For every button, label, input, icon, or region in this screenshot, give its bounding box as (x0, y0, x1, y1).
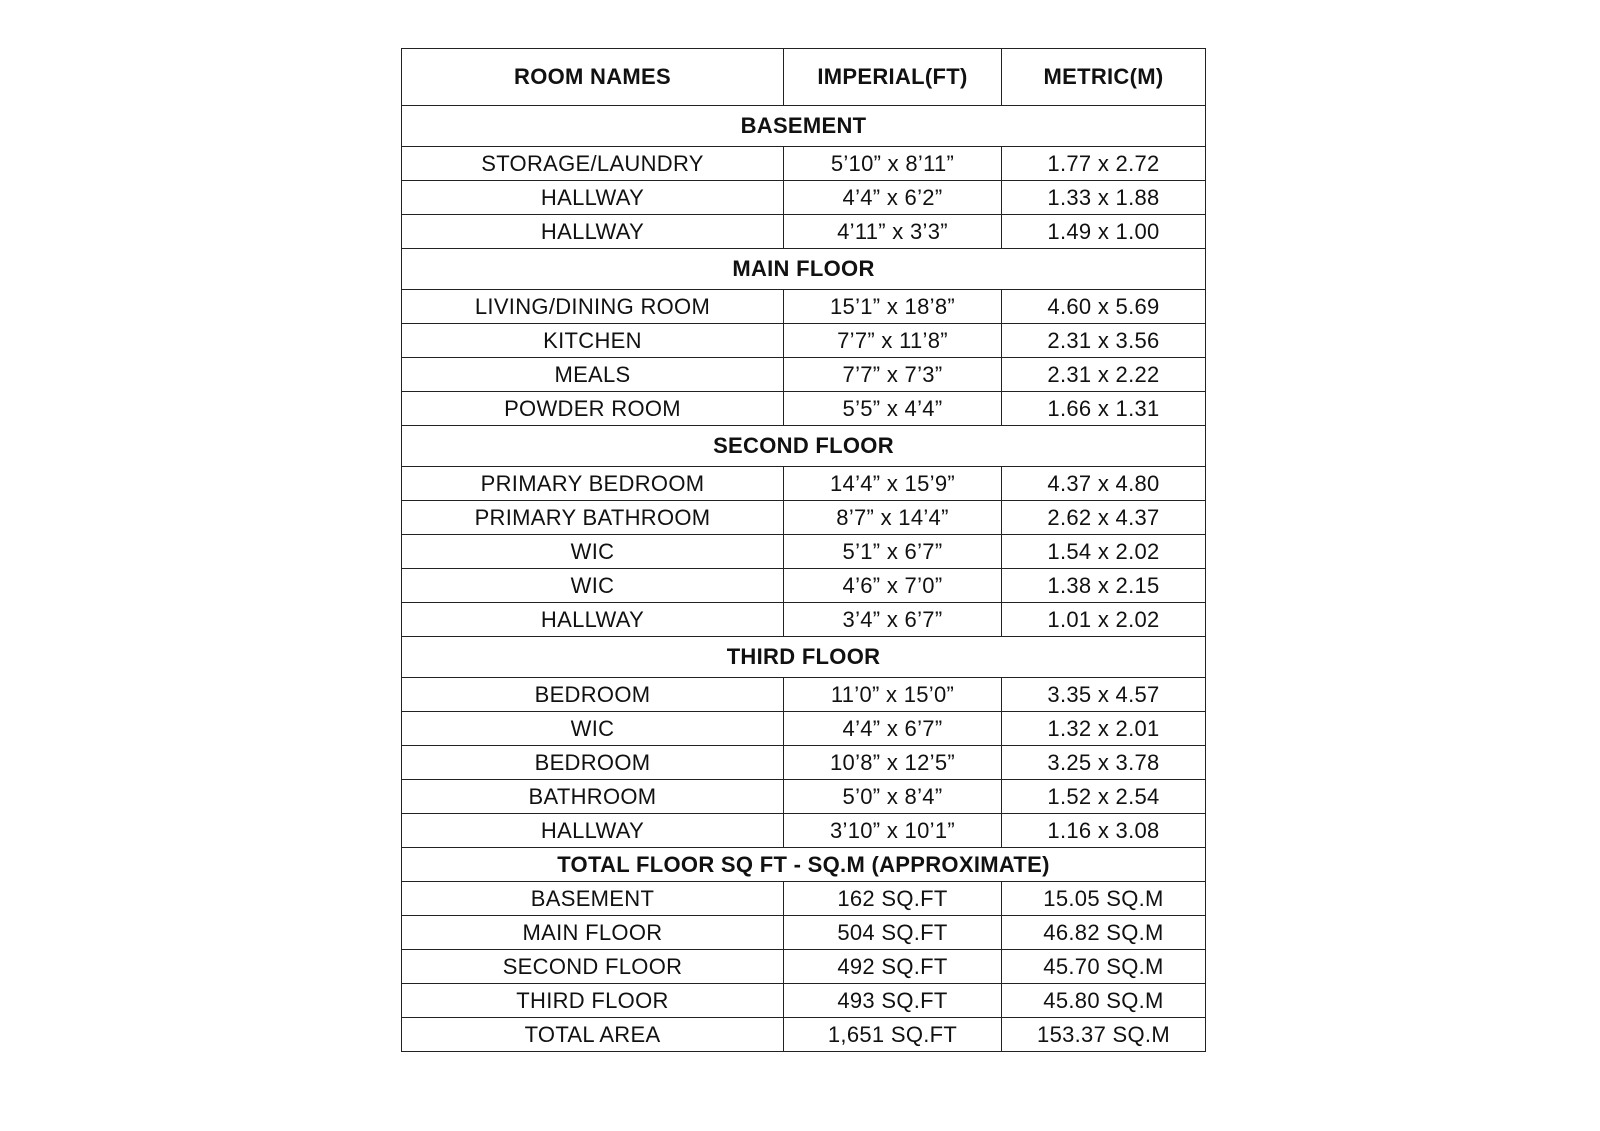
metric-cell: 1.33 x 1.88 (1002, 181, 1206, 215)
table-body (402, 49, 1206, 1052)
metric-cell: 1.01 x 2.02 (1002, 603, 1206, 637)
room-name-cell: BASEMENT (402, 882, 784, 916)
metric-cell: 2.31 x 2.22 (1002, 358, 1206, 392)
room-name-cell: PRIMARY BEDROOM (402, 467, 784, 501)
table-row (402, 215, 1206, 249)
metric-cell: 1.54 x 2.02 (1002, 535, 1206, 569)
room-name-cell: HALLWAY (402, 181, 784, 215)
metric-cell: 15.05 SQ.M (1002, 882, 1206, 916)
room-name-cell: WIC (402, 569, 784, 603)
table-row (402, 392, 1206, 426)
header-row (402, 49, 1206, 106)
room-name-cell: LIVING/DINING ROOM (402, 290, 784, 324)
imperial-cell: 492 SQ.FT (784, 950, 1002, 984)
metric-cell: 46.82 SQ.M (1002, 916, 1206, 950)
table-row (402, 181, 1206, 215)
metric-cell: 45.80 SQ.M (1002, 984, 1206, 1018)
metric-cell: 45.70 SQ.M (1002, 950, 1206, 984)
room-name-cell: HALLWAY (402, 603, 784, 637)
imperial-cell: 4’4” x 6’7” (784, 712, 1002, 746)
room-name-cell: SECOND FLOOR (402, 950, 784, 984)
metric-cell: 1.16 x 3.08 (1002, 814, 1206, 848)
imperial-cell: 7’7” x 7’3” (784, 358, 1002, 392)
metric-cell: 1.66 x 1.31 (1002, 392, 1206, 426)
imperial-cell: 5’10” x 8’11” (784, 147, 1002, 181)
table-row (402, 535, 1206, 569)
imperial-cell: 4’4” x 6’2” (784, 181, 1002, 215)
room-name-cell: BEDROOM (402, 746, 784, 780)
metric-cell: 4.37 x 4.80 (1002, 467, 1206, 501)
table-row (402, 780, 1206, 814)
imperial-cell: 5’1” x 6’7” (784, 535, 1002, 569)
table-row (402, 147, 1206, 181)
section-title: THIRD FLOOR (402, 637, 1206, 678)
imperial-cell: 14’4” x 15’9” (784, 467, 1002, 501)
imperial-cell: 504 SQ.FT (784, 916, 1002, 950)
table-row (402, 358, 1206, 392)
table-row (402, 882, 1206, 916)
metric-cell: 2.31 x 3.56 (1002, 324, 1206, 358)
section-title: SECOND FLOOR (402, 426, 1206, 467)
imperial-cell: 3’4” x 6’7” (784, 603, 1002, 637)
table-row (402, 603, 1206, 637)
table-row (402, 569, 1206, 603)
table-row (402, 1018, 1206, 1052)
room-name-cell: WIC (402, 535, 784, 569)
metric-cell: 2.62 x 4.37 (1002, 501, 1206, 535)
imperial-cell: 5’0” x 8’4” (784, 780, 1002, 814)
section-title: BASEMENT (402, 106, 1206, 147)
header-imperial: IMPERIAL(FT) (784, 49, 1002, 106)
room-name-cell: THIRD FLOOR (402, 984, 784, 1018)
room-name-cell: MEALS (402, 358, 784, 392)
room-name-cell: STORAGE/LAUNDRY (402, 147, 784, 181)
table-row (402, 916, 1206, 950)
section-header-row (402, 106, 1206, 147)
metric-cell: 3.35 x 4.57 (1002, 678, 1206, 712)
room-name-cell: HALLWAY (402, 215, 784, 249)
room-name-cell: HALLWAY (402, 814, 784, 848)
imperial-cell: 10’8” x 12’5” (784, 746, 1002, 780)
metric-cell: 1.49 x 1.00 (1002, 215, 1206, 249)
section-title: MAIN FLOOR (402, 249, 1206, 290)
table-row (402, 984, 1206, 1018)
section-header-row (402, 249, 1206, 290)
header-metric: METRIC(M) (1002, 49, 1206, 106)
room-name-cell: MAIN FLOOR (402, 916, 784, 950)
metric-cell: 4.60 x 5.69 (1002, 290, 1206, 324)
metric-cell: 1.77 x 2.72 (1002, 147, 1206, 181)
room-dimensions-table (401, 48, 1206, 1052)
metric-cell: 1.38 x 2.15 (1002, 569, 1206, 603)
imperial-cell: 11’0” x 15’0” (784, 678, 1002, 712)
imperial-cell: 3’10” x 10’1” (784, 814, 1002, 848)
imperial-cell: 1,651 SQ.FT (784, 1018, 1002, 1052)
section-header-row (402, 426, 1206, 467)
totals-header-row (402, 848, 1206, 882)
room-name-cell: BATHROOM (402, 780, 784, 814)
room-name-cell: BEDROOM (402, 678, 784, 712)
table-row (402, 290, 1206, 324)
table-row (402, 678, 1206, 712)
imperial-cell: 15’1” x 18’8” (784, 290, 1002, 324)
table-row (402, 950, 1206, 984)
table-row (402, 814, 1206, 848)
table-row (402, 324, 1206, 358)
imperial-cell: 7’7” x 11’8” (784, 324, 1002, 358)
imperial-cell: 162 SQ.FT (784, 882, 1002, 916)
room-name-cell: KITCHEN (402, 324, 784, 358)
room-name-cell: TOTAL AREA (402, 1018, 784, 1052)
imperial-cell: 8’7” x 14’4” (784, 501, 1002, 535)
room-name-cell: POWDER ROOM (402, 392, 784, 426)
table-row (402, 712, 1206, 746)
imperial-cell: 4’11” x 3’3” (784, 215, 1002, 249)
metric-cell: 153.37 SQ.M (1002, 1018, 1206, 1052)
section-title: TOTAL FLOOR SQ FT - SQ.M (APPROXIMATE) (402, 848, 1206, 882)
room-name-cell: WIC (402, 712, 784, 746)
metric-cell: 1.32 x 2.01 (1002, 712, 1206, 746)
metric-cell: 1.52 x 2.54 (1002, 780, 1206, 814)
imperial-cell: 493 SQ.FT (784, 984, 1002, 1018)
table-row (402, 501, 1206, 535)
imperial-cell: 4’6” x 7’0” (784, 569, 1002, 603)
table-row (402, 467, 1206, 501)
section-header-row (402, 637, 1206, 678)
metric-cell: 3.25 x 3.78 (1002, 746, 1206, 780)
table-row (402, 746, 1206, 780)
room-name-cell: PRIMARY BATHROOM (402, 501, 784, 535)
imperial-cell: 5’5” x 4’4” (784, 392, 1002, 426)
header-room-names: ROOM NAMES (402, 49, 784, 106)
